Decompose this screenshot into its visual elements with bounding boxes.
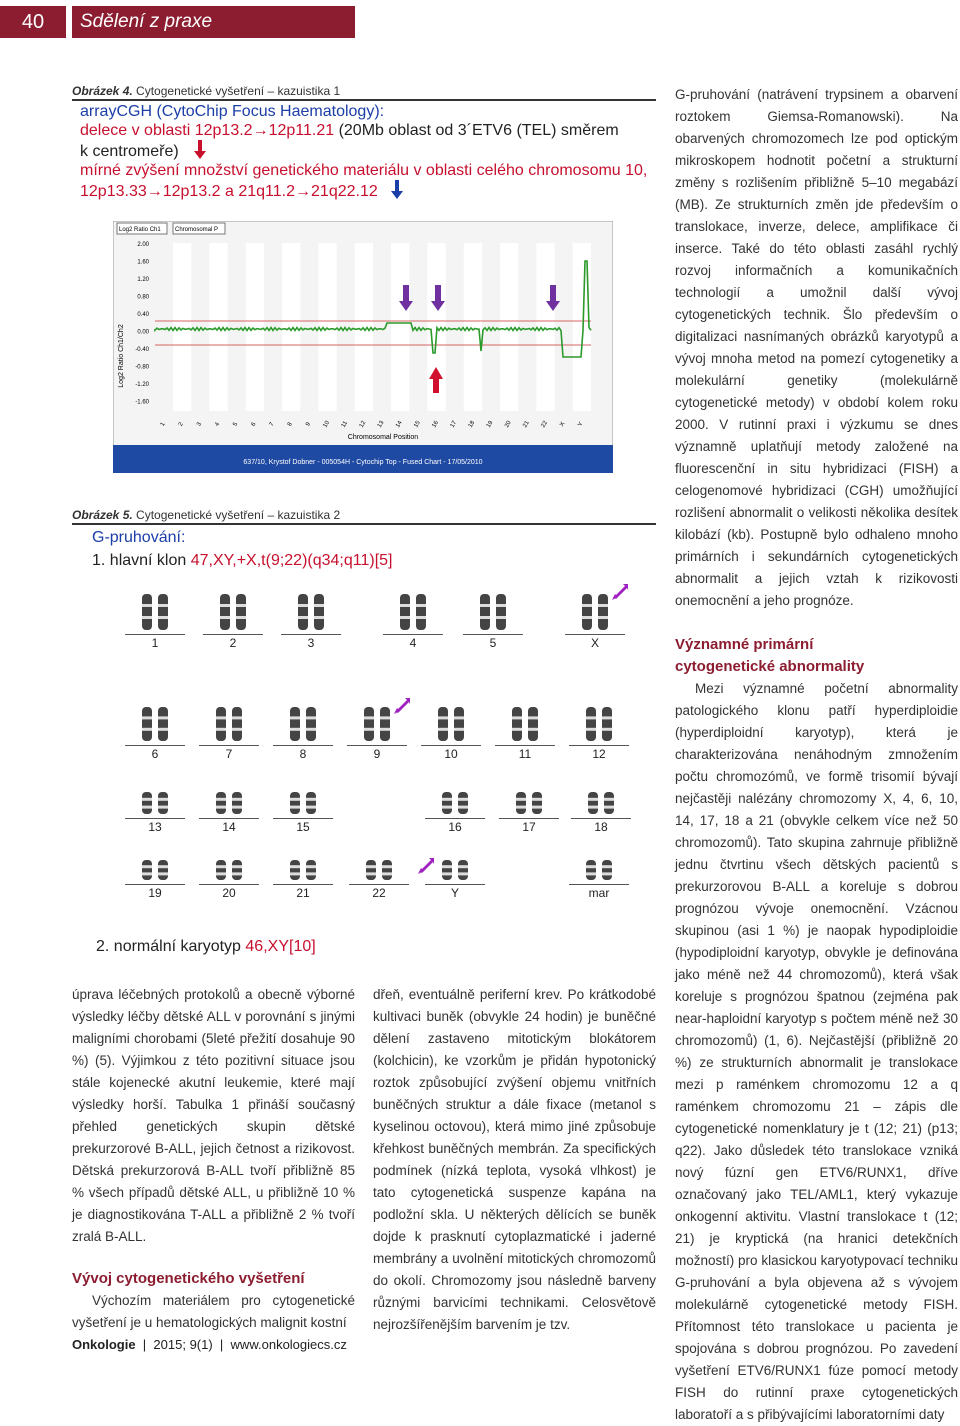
arrow-icon [610, 582, 630, 607]
journal-name: Onkologie [72, 1337, 136, 1352]
column-left [72, 984, 355, 1334]
chromosome-pair [383, 592, 443, 652]
chromosome-image [578, 592, 612, 637]
chromosome-label: Y [450, 886, 459, 900]
figure5-rule [72, 523, 656, 525]
journal-url[interactable]: www.onkologiecs.cz [230, 1337, 347, 1352]
chromosome-baseline [569, 745, 629, 746]
chromosome-stripe [173, 243, 191, 411]
chromosome-pair [199, 705, 259, 763]
chromosome-image [434, 705, 468, 748]
xtick-label: 17 [449, 420, 459, 429]
chromosome-image [286, 705, 320, 748]
normal-karyotype-value: 46,XY[10] [245, 938, 316, 955]
acgh-plot [113, 221, 613, 473]
xtick-label: 15 [413, 420, 422, 429]
footer-separator: | [219, 1337, 224, 1352]
heading-line1: Významné primární [675, 636, 814, 653]
chromosome-label: 7 [225, 747, 233, 761]
middle-paragraph-1: dřeň, eventuálně periferní krev. Po krátkodobé kultivaci buněk (obvykle 24 hodin) je buněčné dělení zastaveno mitotickým blokátorem (kolchicin), ke vzorkům je přidán hypotonický roztok způsobující zvýšení objemu vnitřních buněčných struktur a dále fixace (metanol s kyselinou octovou), která mimo jiné způsobuje křehkost buněčných membrán. Za specifických podmínek (nízká teplota, vysoká vlhkost) je tato cytogenetická suspenze kapána na podložní skla. U některých dělících se buněk dojde k prasknutí cytoplazmatické i jaderné membrány a uvolnění mitotických chromozomů do okolí. Chromozomy jsou následně barveny různými barvicími technikami. Celosvětově nejrozšířenějším barvením je tzv. [373, 987, 656, 1332]
figure4-rule [72, 99, 656, 101]
chromosome-pair [125, 592, 185, 652]
chromosome-baseline [421, 745, 481, 746]
chromosome-image [216, 592, 250, 637]
main-clone-karyotype: 47,XY,+X,t(9;22)(q34;q11)[5] [190, 552, 393, 569]
chromosome-baseline [425, 884, 485, 885]
chromosome-label: 6 [151, 747, 159, 761]
chromosome-label: 17 [522, 820, 536, 834]
figure5-caption-label: Obrázek 5. [72, 508, 133, 522]
chromosome-image [512, 790, 546, 821]
xtick-label: 11 [340, 420, 350, 429]
chromosome-label: X [590, 636, 599, 650]
chromosome-image [508, 705, 542, 748]
chromosome-pair [199, 790, 259, 836]
chromosome-label: 22 [372, 886, 386, 900]
page-number: 40 [0, 6, 66, 38]
acgh-gain-region2: 12p13.2 a 21q11.2 [162, 183, 296, 200]
xtick-label: 1 [159, 421, 167, 428]
acgh-title: arrayCGH (CytoChip Focus Haematology): [80, 103, 385, 120]
chromosome-label: 10 [444, 747, 458, 761]
chromosome-label: 16 [448, 820, 462, 834]
xtick-label: 16 [431, 420, 440, 429]
chromosome-baseline [499, 818, 559, 819]
section-title: Sdělení z praxe [72, 6, 355, 38]
plot-footer: 637/10, Krystof Dobner - 005054H - Cytochip Top - Fused Chart - 17/05/2010 [243, 459, 483, 466]
chromosome-pair [273, 858, 333, 902]
chromosome-pair [125, 705, 185, 763]
figure5-caption-text: Cytogenetické vyšetření – kazuistika 2 [136, 508, 341, 522]
chromosome-pair [425, 790, 485, 836]
column-right [675, 84, 958, 1426]
acgh-deletion-desc2: k centromeře) [80, 143, 179, 160]
acgh-gain: mírné zvýšení množství genetického materiálu v oblasti celého chromosomu 10, [80, 162, 648, 179]
page-footer [72, 1337, 347, 1352]
acgh-deletion: delece v oblasti 12p13.2 [80, 122, 253, 139]
chromosome-pair [199, 858, 259, 902]
chromosome-label: 12 [592, 747, 606, 761]
arrow-down-icon [193, 140, 207, 160]
chromosome-pair [571, 790, 631, 836]
chromosome-label: mar [588, 886, 610, 900]
arrow-right-icon: → [146, 183, 163, 200]
chromosome-baseline [273, 818, 333, 819]
xtick-label: 21 [522, 420, 531, 429]
chromosome-image [138, 790, 172, 821]
chromosome-image [286, 858, 320, 887]
chromosome-baseline [273, 884, 333, 885]
chromosome-label: 2 [229, 636, 237, 650]
xtick-label: 19 [485, 420, 495, 429]
chromosome-baseline [495, 745, 555, 746]
chromosome-stripe [355, 243, 373, 411]
chromosome-image [212, 705, 246, 748]
main-clone-line [92, 552, 393, 570]
chromosome-label: 20 [222, 886, 236, 900]
ytick-label: 0.40 [137, 312, 149, 318]
chromosome-image [286, 790, 320, 821]
arrow-icon [416, 856, 436, 881]
chromosome-stripe [391, 243, 409, 411]
chromosome-baseline [281, 634, 341, 635]
chromosome-label: 3 [307, 636, 315, 650]
normal-karyotype-line [96, 938, 316, 956]
chromosome-image [138, 858, 172, 887]
xtick-label: 20 [504, 420, 513, 429]
chromosome-image [584, 790, 618, 821]
chromosome-label: 19 [148, 886, 162, 900]
chromosome-label: 1 [151, 636, 159, 650]
chromosome-image [360, 705, 394, 748]
chromosome-baseline [349, 884, 409, 885]
xtick-label: 22 [540, 420, 549, 429]
chromosome-baseline [273, 745, 333, 746]
chromosome-label: 11 [518, 747, 532, 761]
chromosome-baseline [199, 818, 259, 819]
arrow-down-icon [390, 180, 404, 200]
chromosome-baseline [425, 818, 485, 819]
chromosome-baseline [383, 634, 443, 635]
heading-line2: cytogenetické abnormality [675, 658, 865, 675]
chromosome-pair [273, 705, 333, 763]
figure4-caption-label: Obrázek 4. [72, 84, 133, 98]
footer-separator: | [142, 1337, 147, 1352]
chromosome-baseline [565, 634, 625, 635]
column-middle [373, 984, 656, 1336]
chromosome-image [582, 858, 616, 887]
chromosome-baseline [125, 745, 185, 746]
chromosome-pair [463, 592, 523, 652]
chromosome-pair [421, 705, 481, 763]
chromosome-label: 13 [148, 820, 162, 834]
normal-karyotype-label: 2. normální karyotyp [96, 938, 246, 955]
ytick-label: 1.20 [137, 277, 149, 283]
xtick-label: 8 [286, 421, 294, 428]
chromosomal-dropdown-label: Chromosomal P [175, 227, 219, 233]
chromosome-image [362, 858, 396, 887]
chromosome-label: 21 [296, 886, 310, 900]
xtick-label: 7 [268, 421, 276, 428]
xtick-label: 6 [250, 421, 258, 428]
chromosome-label: 4 [409, 636, 417, 650]
xtick-label: Y [577, 421, 585, 428]
ytick-label: -0.40 [135, 347, 149, 353]
g-banding-title: G-pruhování: [92, 529, 186, 546]
acgh-gain-region: 12p13.33 [80, 183, 147, 200]
chromosome-baseline [347, 745, 407, 746]
chromosome-baseline [125, 884, 185, 885]
chromosome-label: 14 [222, 820, 236, 834]
chromosome-image [294, 592, 328, 637]
chromosome-image [582, 705, 616, 748]
chromosome-image [438, 790, 472, 821]
xtick-label: 5 [232, 421, 240, 428]
chromosome-pair [125, 858, 185, 902]
chromosome-baseline [125, 634, 185, 635]
xtick-label: 13 [376, 420, 386, 429]
chromosome-label: 18 [594, 820, 608, 834]
chromosome-pair [569, 858, 629, 902]
ytick-label: -1.20 [135, 382, 149, 388]
chromosome-baseline [203, 634, 263, 635]
chromosome-label: 9 [373, 747, 381, 761]
chromosome-label: 15 [296, 820, 310, 834]
chromosome-label: 5 [489, 636, 497, 650]
plot-ylabel: Log2 Ratio Ch1/Ch2 [118, 324, 125, 388]
arrow-right-icon: → [295, 183, 312, 200]
acgh-gain-region3: 21q22.12 [311, 183, 378, 200]
xtick-label: 10 [322, 420, 331, 429]
arrow-icon [392, 696, 412, 721]
chromosome-label: 8 [299, 747, 307, 761]
chromosome-pair [499, 790, 559, 836]
figure4-text [80, 102, 655, 201]
chromosome-image [138, 705, 172, 748]
chromosome-baseline [569, 884, 629, 885]
main-clone-label: 1. hlavní klon [92, 552, 191, 569]
chromosome-pair [349, 858, 409, 902]
xtick-label: 2 [177, 421, 185, 428]
chromosome-image [476, 592, 510, 637]
ytick-label: 0.00 [137, 329, 149, 336]
ytick-label: -1.60 [135, 399, 149, 406]
ytick-label: 2.00 [137, 242, 149, 248]
chromosome-baseline [199, 884, 259, 885]
chromosome-pair [125, 790, 185, 836]
log2-dropdown-label: Log2 Ratio Ch1 [119, 227, 161, 233]
figure5-caption [72, 508, 340, 522]
chromosome-image [212, 858, 246, 887]
xtick-label: X [559, 421, 567, 428]
chromosome-pair [569, 705, 629, 763]
ytick-label: 0.80 [137, 294, 149, 301]
arrow-right-icon: → [252, 122, 269, 139]
section-heading-abnormalities [675, 634, 958, 678]
acgh-deletion-desc: (20Mb oblast od 3´ETV6 (TEL) směrem [334, 122, 619, 139]
left-paragraph-2: Výchozím materiálem pro cytogenetické vyšetření je u hematologických malignit kostní [72, 1293, 355, 1330]
plot-xlabel: Chromosomal Position [347, 434, 419, 441]
chromosome-baseline [463, 634, 523, 635]
chromosome-pair [273, 790, 333, 836]
chromosome-pair [203, 592, 263, 652]
journal-issue: 2015; 9(1) [153, 1337, 213, 1352]
xtick-label: 12 [358, 420, 368, 429]
chromosome-baseline [571, 818, 631, 819]
chromosome-stripe [319, 243, 337, 411]
xtick-label: 3 [196, 421, 203, 428]
xtick-label: 4 [214, 421, 222, 428]
xtick-label: 9 [305, 421, 312, 428]
figure4-caption-text: Cytogenetické vyšetření – kazuistika 1 [136, 84, 341, 98]
ytick-label: -0.80 [135, 364, 149, 371]
right-paragraph-2: Mezi významné početní abnormality patologického klonu patří hyperdiploidie (hyperdiploidní karyotyp), která je charakterizována nenáhodným zmnožením počtu chromozómů, ve formě trisomií bývají nejčastěji nalézány chromozomy X, 4, 6, 10, 14, 17, 18 a 21 (obvykle celkem více než 50 chromozomů). Tato skupina zahrnuje přibližně jednu čtvrtinu všech dětských pacientů s prekurzorovou B-ALL a koreluje s dobrou prognózou vývoje onemocnění. Vzácnou skupinou (asi 1 %) je naopak hypodiploidie (hypodiploidní karyotyp, obvykle je definována jako méně než 44 chromozomů), která však koreluje s prognózou špatnou (zejména pak near-haploidní karyotyp s počtem méně než 30 chromozomů) (1, 6). Nejčastější (přibližně 20 %) ze strukturních abnormalit je translokace mezi p raménkem chromozomu 12 a q raménkem chromozomu 21 – zápis dle cytogenetické nomenklatury je t (12; 21) (p13; q22). Jako důsledek této translokace vzniká nový fúzní gen ETV6/RUNX1, dříve označovaný jako TEL/AML1, který vykazuje onkogenní aktivitu. Vlastní translokace t (12; 21) je kryptická (na hranici detekčních možností) pro klasickou karyotypovací techniku G-pruhování a byla objevena až s vývojem molekulárně cytogenetické metody FISH. Přítomnost této translokace u pacienta je spojována s dobrou prognózou. Po zavedení vyšetření ETV6/RUNX1 fúze pomocí metody FISH do rutinní praxe cytogenetických laboratoří a s přibývajícími laboratorními daty [675, 681, 958, 1422]
right-paragraph-1: G-pruhování (natrávení trypsinem a obarvení roztokem Giemsa-Romanowski). Na obarvených chromozomech lze pod optickým mikroskopem hodnotit početní a strukturní změny s rozlišením přibližně 5–10 megabází (MB). Ze strukturních změn jde především o translokace, inverze, delece, amplifikace či inserce. Také do této oblasti zasáhl rychlý rozvoj informačních a komunikačních technologií a umožnil další vývoj cytogenetických technik. Šlo především o digitalizaci nasnímaných obrázků karyotypů a vývoj mnoha metod na pomezí cytogenetiky a molekulární genetiky (molekulárně cytogenetické metody) v období kolem roku 2000. V rutinní praxi i výzkumu se dnes významně uplatňují metody založené na fluorescenční in situ hybridizaci (FISH) a celogenomové hybridizaci (CGH) umožňující rozlišení abnormalit o velikosti několika desítek kilobází (kb). Postupně bylo odhaleno mnoho primárních i sekundárních cytogenetických abnormalit a jejich vztah k rizikovosti onemocnění a jeho prognóze. [675, 87, 958, 608]
acgh-deletion-end: 12p11.21 [268, 122, 335, 139]
ytick-label: 1.60 [137, 259, 149, 266]
figure4-caption [72, 84, 340, 98]
left-paragraph-1: úprava léčebných protokolů a obecně výborné výsledky léčby dětské ALL v porovnání s jinými maligními chorobami (5leté přežití dosahuje 90 %) (5). Výjimkou z této pozitivní situace jsou stále kojenecké akutní leukemie, které mají výsledky horší. Tabulka 1 přináší současný přehled genetických skupin dětské prekurzorové B-ALL, jejich četnost a rizikovost. Dětská prekurzorová B-ALL tvoří přibližně 85 % všech případů dětské ALL, u přibližně 10 % je diagnostikována T-ALL a přibližně 2 % tvoří zralá B-ALL. [72, 987, 355, 1244]
chromosome-image [396, 592, 430, 637]
chromosome-baseline [199, 745, 259, 746]
chromosome-pair [495, 705, 555, 763]
chromosome-stripe [537, 243, 555, 411]
chromosome-baseline [125, 818, 185, 819]
chromosome-pair [281, 592, 341, 652]
xtick-label: 14 [395, 420, 404, 429]
chromosome-image [138, 592, 172, 637]
xtick-label: 18 [467, 420, 477, 429]
chromosome-image [438, 858, 472, 887]
chromosome-image [212, 790, 246, 821]
section-heading-cytogenetics: Vývoj cytogenetického vyšetření [72, 1270, 305, 1287]
